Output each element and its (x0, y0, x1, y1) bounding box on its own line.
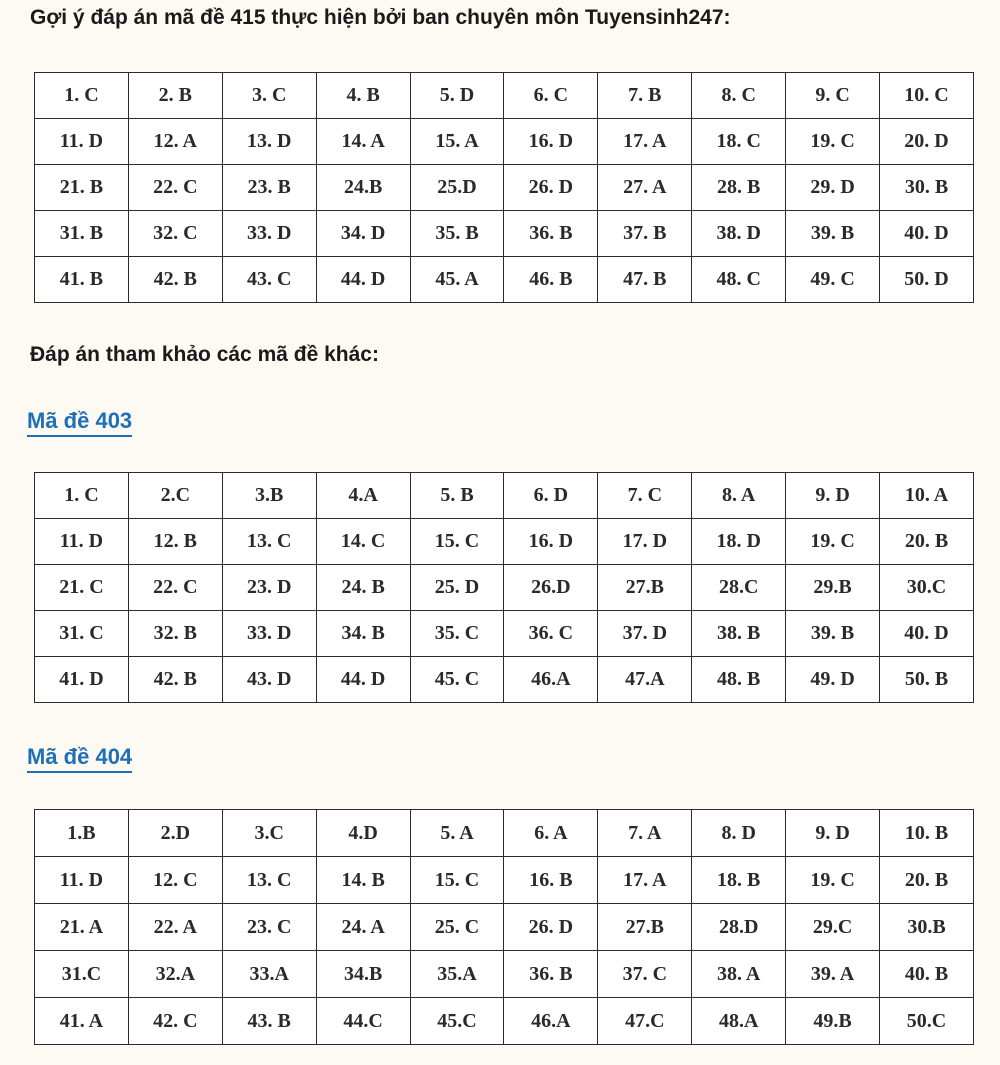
table-row (35, 951, 974, 998)
answer-cell: 27.B (598, 904, 692, 951)
answer-cell: 43. C (222, 257, 316, 303)
table-row (35, 165, 974, 211)
table-row (35, 857, 974, 904)
answer-cell: 47. B (598, 257, 692, 303)
answer-cell: 45. A (410, 257, 504, 303)
answer-cell: 38. A (692, 951, 786, 998)
answer-cell: 1.B (35, 810, 129, 857)
answer-cell: 28.D (692, 904, 786, 951)
answer-cell: 29.B (786, 565, 880, 611)
answer-cell: 24. A (316, 904, 410, 951)
answer-table-415 (34, 72, 974, 303)
answer-cell: 31. B (35, 211, 129, 257)
answer-cell: 3.C (222, 810, 316, 857)
table-row (35, 998, 974, 1045)
answer-table-403 (34, 472, 974, 703)
answer-cell: 8. A (692, 473, 786, 519)
answer-cell: 1. C (35, 473, 129, 519)
answer-cell: 39. A (786, 951, 880, 998)
answer-cell: 7. A (598, 810, 692, 857)
answer-cell: 10. C (880, 73, 974, 119)
answer-cell: 15. C (410, 857, 504, 904)
answer-cell: 44.C (316, 998, 410, 1045)
answer-cell: 9. D (786, 810, 880, 857)
answer-cell: 40. D (880, 611, 974, 657)
answer-cell: 5. D (410, 73, 504, 119)
answer-cell: 25. D (410, 565, 504, 611)
answer-cell: 22. C (128, 165, 222, 211)
answer-cell: 12. B (128, 519, 222, 565)
answer-cell: 19. C (786, 119, 880, 165)
answer-cell: 2. B (128, 73, 222, 119)
answer-cell: 36. B (504, 951, 598, 998)
answer-cell: 17. A (598, 857, 692, 904)
answer-cell: 16. B (504, 857, 598, 904)
answer-cell: 8. C (692, 73, 786, 119)
answer-cell: 14. B (316, 857, 410, 904)
answer-cell: 13. C (222, 857, 316, 904)
answer-cell: 7. B (598, 73, 692, 119)
answer-cell: 25.D (410, 165, 504, 211)
answer-cell: 34. D (316, 211, 410, 257)
answer-cell: 29. D (786, 165, 880, 211)
table-row (35, 119, 974, 165)
answer-cell: 49.B (786, 998, 880, 1045)
answer-cell: 30. B (880, 165, 974, 211)
answer-cell: 22. C (128, 565, 222, 611)
answer-cell: 40. B (880, 951, 974, 998)
answer-cell: 40. D (880, 211, 974, 257)
answer-cell: 1. C (35, 73, 129, 119)
answer-cell: 4. B (316, 73, 410, 119)
answer-cell: 4.A (316, 473, 410, 519)
table-row (35, 565, 974, 611)
answer-cell: 28.C (692, 565, 786, 611)
answer-cell: 16. D (504, 119, 598, 165)
answer-cell: 20. B (880, 857, 974, 904)
answer-cell: 32.A (128, 951, 222, 998)
table-row (35, 519, 974, 565)
answer-cell: 42. C (128, 998, 222, 1045)
answer-cell: 37. D (598, 611, 692, 657)
answer-cell: 21. C (35, 565, 129, 611)
answer-cell: 49. D (786, 657, 880, 703)
answer-cell: 41. A (35, 998, 129, 1045)
answer-cell: 38. D (692, 211, 786, 257)
answer-cell: 5. B (410, 473, 504, 519)
answer-cell: 21. A (35, 904, 129, 951)
answer-cell: 11. D (35, 519, 129, 565)
answer-cell: 48. C (692, 257, 786, 303)
answer-cell: 45. C (410, 657, 504, 703)
answer-cell: 46.A (504, 657, 598, 703)
answer-cell: 3.B (222, 473, 316, 519)
answer-cell: 42. B (128, 657, 222, 703)
answer-table-404 (34, 809, 974, 1045)
answer-cell: 24.B (316, 165, 410, 211)
answer-cell: 48. B (692, 657, 786, 703)
answer-cell: 13. D (222, 119, 316, 165)
answer-cell: 39. B (786, 611, 880, 657)
answer-cell: 37. C (598, 951, 692, 998)
answer-cell: 43. D (222, 657, 316, 703)
answer-cell: 26. D (504, 904, 598, 951)
answer-cell: 2.D (128, 810, 222, 857)
table-row (35, 611, 974, 657)
answer-cell: 10. A (880, 473, 974, 519)
answer-cell: 26.D (504, 565, 598, 611)
answer-cell: 26. D (504, 165, 598, 211)
table-row (35, 73, 974, 119)
answer-cell: 35. C (410, 611, 504, 657)
answer-cell: 18. B (692, 857, 786, 904)
answer-cell: 41. D (35, 657, 129, 703)
answer-cell: 8. D (692, 810, 786, 857)
answer-cell: 2.C (128, 473, 222, 519)
answer-cell: 12. A (128, 119, 222, 165)
answer-cell: 43. B (222, 998, 316, 1045)
answer-cell: 46. B (504, 257, 598, 303)
table-row (35, 904, 974, 951)
answer-cell: 34.B (316, 951, 410, 998)
answer-cell: 39. B (786, 211, 880, 257)
answer-cell: 22. A (128, 904, 222, 951)
table-row (35, 211, 974, 257)
answer-cell: 7. C (598, 473, 692, 519)
answer-cell: 48.A (692, 998, 786, 1045)
answer-cell: 3. C (222, 73, 316, 119)
answer-cell: 34. B (316, 611, 410, 657)
answer-cell: 13. C (222, 519, 316, 565)
answer-cell: 16. D (504, 519, 598, 565)
exam-code-403-link[interactable]: Mã đề 403 (27, 408, 132, 437)
answer-cell: 6. D (504, 473, 598, 519)
answer-cell: 15. C (410, 519, 504, 565)
answer-cell: 33. D (222, 211, 316, 257)
answer-cell: 6. C (504, 73, 598, 119)
answer-cell: 15. A (410, 119, 504, 165)
exam-code-404-link[interactable]: Mã đề 404 (27, 744, 132, 773)
answer-cell: 37. B (598, 211, 692, 257)
answer-cell: 23. D (222, 565, 316, 611)
answer-cell: 32. C (128, 211, 222, 257)
answer-cell: 46.A (504, 998, 598, 1045)
answer-cell: 24. B (316, 565, 410, 611)
answer-cell: 36. C (504, 611, 598, 657)
answer-cell: 9. D (786, 473, 880, 519)
answer-cell: 35.A (410, 951, 504, 998)
answer-cell: 23. B (222, 165, 316, 211)
other-codes-heading: Đáp án tham khảo các mã đề khác: (30, 343, 379, 366)
answer-cell: 27.B (598, 565, 692, 611)
answer-cell: 44. D (316, 657, 410, 703)
answer-cell: 30.B (880, 904, 974, 951)
answer-cell: 45.C (410, 998, 504, 1045)
table-row (35, 810, 974, 857)
answer-cell: 27. A (598, 165, 692, 211)
answer-cell: 42. B (128, 257, 222, 303)
answer-cell: 35. B (410, 211, 504, 257)
answer-cell: 50.C (880, 998, 974, 1045)
answer-cell: 30.C (880, 565, 974, 611)
answer-cell: 47.C (598, 998, 692, 1045)
page-title: Gợi ý đáp án mã đề 415 thực hiện bởi ban chuyên môn Tuyensinh247: (30, 6, 731, 29)
answer-cell: 18. C (692, 119, 786, 165)
answer-cell: 21. B (35, 165, 129, 211)
answer-cell: 50. D (880, 257, 974, 303)
answer-cell: 4.D (316, 810, 410, 857)
answer-cell: 33. D (222, 611, 316, 657)
answer-cell: 19. C (786, 857, 880, 904)
answer-cell: 11. D (35, 119, 129, 165)
answer-cell: 41. B (35, 257, 129, 303)
table-row (35, 657, 974, 703)
answer-cell: 18. D (692, 519, 786, 565)
answer-cell: 14. C (316, 519, 410, 565)
answer-cell: 28. B (692, 165, 786, 211)
answer-cell: 29.C (786, 904, 880, 951)
answer-cell: 31. C (35, 611, 129, 657)
answer-cell: 5. A (410, 810, 504, 857)
answer-cell: 50. B (880, 657, 974, 703)
answer-cell: 36. B (504, 211, 598, 257)
answer-cell: 31.C (35, 951, 129, 998)
answer-cell: 9. C (786, 73, 880, 119)
answer-cell: 10. B (880, 810, 974, 857)
answer-cell: 25. C (410, 904, 504, 951)
answer-cell: 20. B (880, 519, 974, 565)
answer-cell: 17. A (598, 119, 692, 165)
answer-cell: 20. D (880, 119, 974, 165)
answer-cell: 11. D (35, 857, 129, 904)
answer-cell: 49. C (786, 257, 880, 303)
answer-cell: 17. D (598, 519, 692, 565)
answer-cell: 33.A (222, 951, 316, 998)
table-row (35, 473, 974, 519)
answer-cell: 12. C (128, 857, 222, 904)
answer-cell: 23. C (222, 904, 316, 951)
answer-cell: 44. D (316, 257, 410, 303)
answer-cell: 6. A (504, 810, 598, 857)
table-row (35, 257, 974, 303)
answer-cell: 14. A (316, 119, 410, 165)
answer-cell: 32. B (128, 611, 222, 657)
answer-cell: 38. B (692, 611, 786, 657)
answer-cell: 19. C (786, 519, 880, 565)
answer-cell: 47.A (598, 657, 692, 703)
